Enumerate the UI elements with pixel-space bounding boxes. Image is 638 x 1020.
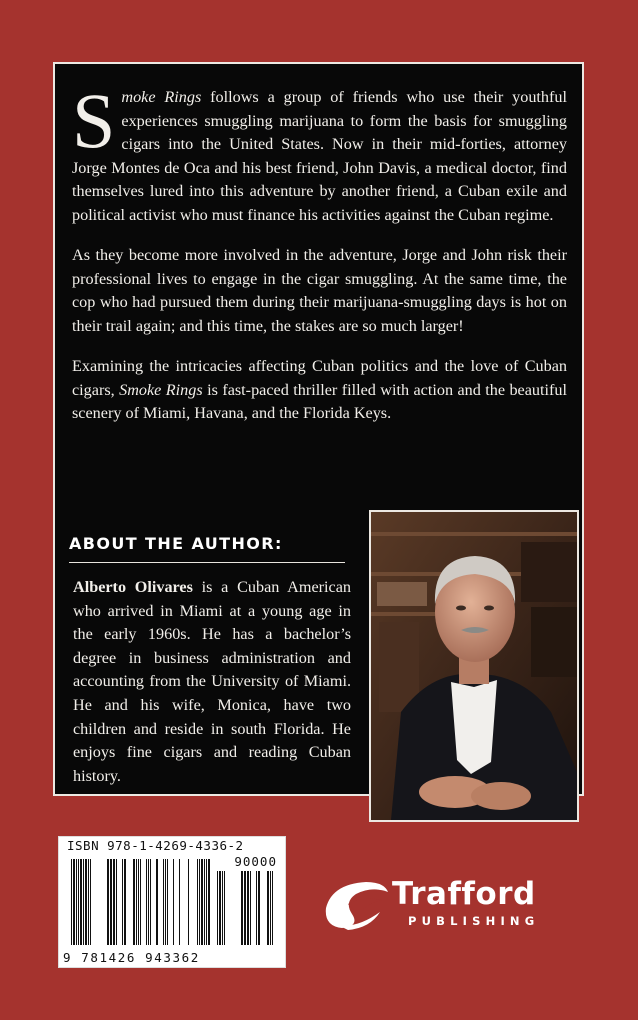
price-code: 90000 [234, 854, 277, 869]
barcode-bar [110, 859, 112, 945]
barcode-bar [133, 859, 135, 945]
barcode-bar [204, 859, 205, 945]
book-blurb [72, 77, 568, 443]
barcode-bar [272, 871, 273, 945]
barcode-bar [146, 859, 147, 945]
author-bio-text: is a Cuban American who arrived in Miami at a young age in the early 1960s. He has a bachelor’s degree in business administration and accounting from the University of Miami. He and his wife, Monica, have two children and reside in south Florida. He enjoys fine cigars and reading Cuban history. [73, 578, 351, 785]
barcode-bar [224, 871, 225, 945]
barcode-bar [222, 871, 223, 945]
barcode-bar [256, 871, 257, 945]
blurb-text: follows a group of friends who use their youthful experiences smuggling marijuana to form the basis for smuggling cigars into the United States. Now in their mid-forties, attorney Jorge Montes de Oca and his best friend, John Davis, a medical doctor, find themselves lured into this adventure by another friend, a Cuban exile and political activist who must finance his activities against the Cuban regime. [72, 88, 568, 224]
barcode-bar [208, 859, 210, 945]
barcode-bar [138, 859, 139, 945]
barcode-bar [188, 859, 189, 945]
author-bio [73, 576, 351, 788]
barcode-bar [71, 859, 72, 945]
barcode-bar [219, 871, 221, 945]
barcode-bar [136, 859, 137, 945]
barcode-bar [244, 871, 246, 945]
barcode-bar [250, 871, 251, 945]
barcode-bar [197, 859, 198, 945]
barcode-bar [167, 859, 168, 945]
author-photo [369, 510, 579, 822]
blurb-paragraph-1 [72, 77, 568, 227]
barcode-bar [267, 871, 269, 945]
drop-cap: S [72, 77, 116, 164]
blurb-text: is fast-paced thriller filled with action and the beautiful scenery of Miami, Havana, and the Florida Keys. [72, 380, 567, 422]
barcode-number: 9 781426 943362 [63, 950, 200, 965]
barcode-bar [88, 859, 89, 945]
barcode-bar [179, 859, 180, 945]
barcode-bar [140, 859, 141, 945]
barcode-bar [206, 859, 207, 945]
barcode-bar [217, 871, 218, 945]
barcode-bar [80, 859, 82, 945]
barcode-bar [78, 859, 79, 945]
barcode-bar [83, 859, 84, 945]
back-cover-panel [53, 62, 584, 796]
barcode-bar [76, 859, 77, 945]
barcode-bar [124, 859, 126, 945]
barcode-bar [122, 859, 123, 945]
book-title-italic: moke Rings [121, 88, 202, 106]
blurb-paragraph-2: As they become more involved in the adventure, Jorge and John risk their professional lives to engage in the cigar smuggling. At the same time, the cop who had pursued them during their marijuana-smuggling days is hot on their trail again; and this time, the stakes are so much larger! [72, 246, 567, 335]
barcode-bar [73, 859, 75, 945]
barcode-bar [163, 859, 164, 945]
barcode-bar [113, 859, 115, 945]
barcode-bar [156, 859, 158, 945]
barcode-bar [258, 871, 260, 945]
blurb-text: Examining the intricacies affecting Cuban politics and the love of Cuban cigars, [72, 357, 567, 399]
publisher-subtitle: PUBLISHING [408, 914, 540, 928]
barcode-bar [165, 859, 166, 945]
barcode-bar [85, 859, 87, 945]
barcode-bars [59, 837, 285, 967]
barcode-bar [247, 871, 249, 945]
barcode-bar [201, 859, 203, 945]
barcode-bar [150, 859, 151, 945]
blurb-paragraph-3 [72, 355, 567, 426]
barcode-bar [270, 871, 271, 945]
isbn-label: ISBN 978-1-4269-4336-2 [67, 838, 244, 853]
barcode-bar [173, 859, 174, 945]
barcode-bar [199, 859, 200, 945]
isbn-barcode [58, 836, 286, 968]
barcode-bar [241, 871, 243, 945]
publisher-logo [322, 874, 582, 934]
barcode-bar [116, 859, 117, 945]
author-name: Alberto Olivares [73, 578, 193, 596]
barcode-bar [107, 859, 109, 945]
barcode-bar [90, 859, 91, 945]
author-portrait-illustration [371, 512, 577, 820]
publisher-name: Trafford [392, 876, 536, 912]
about-author-heading: ABOUT THE AUTHOR: [69, 534, 345, 563]
book-title-italic: Smoke Rings [119, 380, 203, 399]
barcode-bar [148, 859, 149, 945]
